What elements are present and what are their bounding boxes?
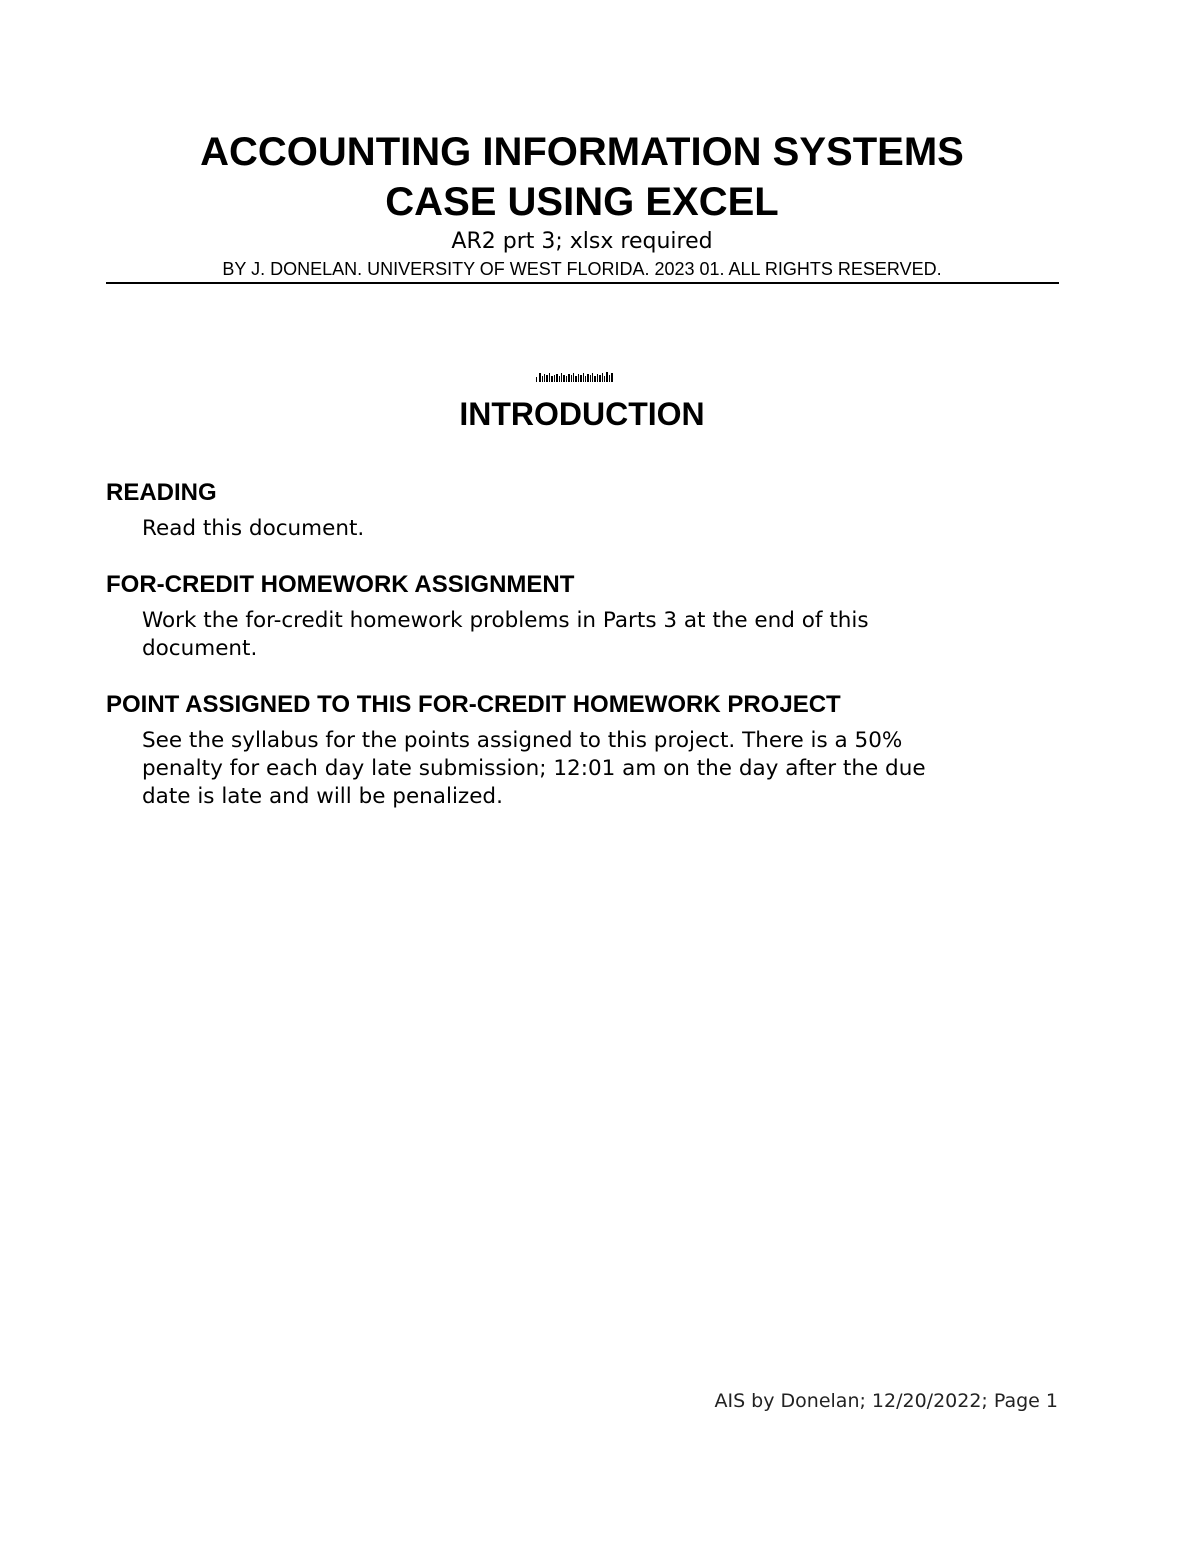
paragraph-reading (142, 515, 1042, 543)
author-byline: BY J. DONELAN. UNIVERSITY OF WEST FLORIDA. 2023 01. ALL RIGHTS RESERVED. (222, 259, 942, 279)
heading-for-credit-homework-assignment: FOR-CREDIT HOMEWORK ASSIGNMENT (106, 571, 575, 598)
heading-reading: READING (106, 479, 217, 506)
introduction-title: INTRODUCTION (459, 396, 705, 432)
barcode-icon (536, 370, 616, 386)
document-subtitle: AR2 prt 3; xlsx required (451, 229, 713, 254)
paragraph-line: Read this document. (142, 516, 365, 541)
header-divider (106, 282, 1059, 284)
heading-point-assigned: POINT ASSIGNED TO THIS FOR-CREDIT HOMEWORK PROJECT (106, 691, 841, 718)
paragraph-line: See the syllabus for the points assigned to this project. There is a 50% (142, 728, 903, 753)
document-title-line-1: ACCOUNTING INFORMATION SYSTEMS (200, 130, 964, 174)
paragraph-line: date is late and will be penalized. (142, 784, 503, 809)
paragraph-for-credit-homework-assignment (142, 607, 1042, 663)
paragraph-line: penalty for each day late submission; 12:01 am on the day after the due (142, 756, 926, 781)
page-footer: AIS by Donelan; 12/20/2022; Page 1 (714, 1390, 1058, 1412)
paragraph-point-assigned (142, 727, 1042, 811)
paragraph-line: document. (142, 636, 258, 661)
paragraph-line: Work the for-credit homework problems in Parts 3 at the end of this (142, 608, 869, 633)
document-title-line-2: CASE USING EXCEL (385, 180, 779, 224)
